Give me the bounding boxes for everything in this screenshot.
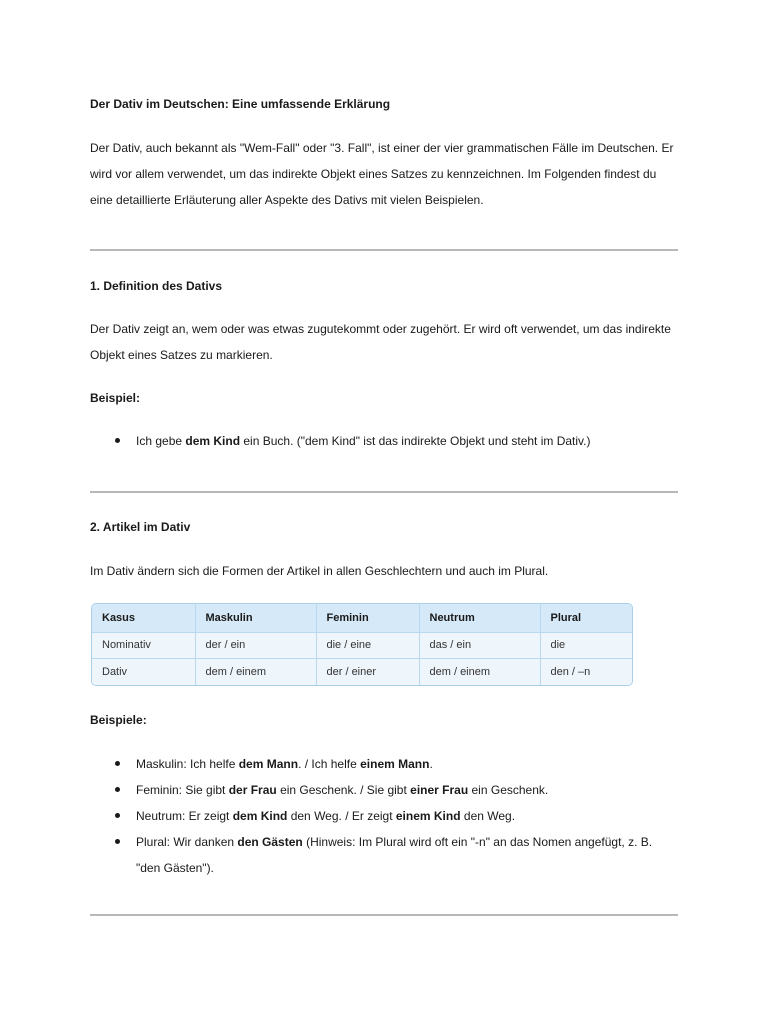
table-header-cell: Maskulin xyxy=(195,604,316,632)
list-item: Maskulin: Ich helfe dem Mann. / Ich helfe einem Mann. xyxy=(90,751,670,777)
table-row xyxy=(92,659,632,686)
table-header-cell: Neutrum xyxy=(419,604,540,632)
table-row xyxy=(92,632,632,659)
table-header-cell: Kasus xyxy=(92,604,195,632)
examples-list xyxy=(90,751,670,881)
table-cell: dem / einem xyxy=(419,659,540,686)
table-cell: der / ein xyxy=(195,632,316,659)
divider xyxy=(90,491,678,493)
bullet-icon xyxy=(115,438,120,443)
artikel-paragraph: Im Dativ ändern sich die Formen der Artikel in allen Geschlechtern und auch im Plural. xyxy=(90,564,549,578)
bullet-icon xyxy=(115,813,120,818)
list-item: Ich gebe dem Kind ein Buch. ("dem Kind" ist das indirekte Objekt und steht im Dativ.) xyxy=(90,428,670,454)
definition-paragraph: Der Dativ zeigt an, wem oder was etwas zugutekommt oder zugehört. Er wird oft verwendet, um das indirekte Objekt eines Satzes zu markieren. xyxy=(90,322,671,362)
table-cell: Nominativ xyxy=(92,632,195,659)
examples-label: Beispiele: xyxy=(90,713,147,727)
table-header-cell: Plural xyxy=(540,604,632,632)
table-cell: Dativ xyxy=(92,659,195,686)
intro-paragraph: Der Dativ, auch bekannt als "Wem-Fall" oder "3. Fall", ist einer der vier grammatischen Fälle im Deutschen. Er wird vor allem verwendet, um das indirekte Objekt eines Satzes zu kennzeichnen. Im Folgenden findest du eine detaillierte Erläuterung aller Aspekte des Dativs mit vielen Beispielen. xyxy=(90,141,674,207)
list-item: Neutrum: Er zeigt dem Kind den Weg. / Er zeigt einem Kind den Weg. xyxy=(90,803,670,829)
bullet-icon xyxy=(115,839,120,844)
table-cell: das / ein xyxy=(419,632,540,659)
table-cell: der / einer xyxy=(316,659,419,686)
bullet-icon xyxy=(115,761,120,766)
section-heading-artikel: 2. Artikel im Dativ xyxy=(90,520,191,534)
artikel-table xyxy=(91,603,633,686)
table-cell: die xyxy=(540,632,632,659)
list-item: Plural: Wir danken den Gästen (Hinweis: Im Plural wird oft ein "-n" an das Nomen angefügt, z. B. "den Gästen"). xyxy=(90,829,670,881)
bullet-icon xyxy=(115,787,120,792)
table-cell: dem / einem xyxy=(195,659,316,686)
list-item: Feminin: Sie gibt der Frau ein Geschenk. / Sie gibt einer Frau ein Geschenk. xyxy=(90,777,670,803)
table-header-cell: Feminin xyxy=(316,604,419,632)
table-cell: die / eine xyxy=(316,632,419,659)
table-header-row xyxy=(92,604,632,632)
divider xyxy=(90,249,678,251)
section-heading-definition: 1. Definition des Dativs xyxy=(90,279,223,293)
example-list xyxy=(90,428,670,454)
divider xyxy=(90,914,678,916)
document-title: Der Dativ im Deutschen: Eine umfassende Erklärung xyxy=(90,97,391,111)
example-label: Beispiel: xyxy=(90,391,141,405)
table-cell: den / –n xyxy=(550,666,591,678)
